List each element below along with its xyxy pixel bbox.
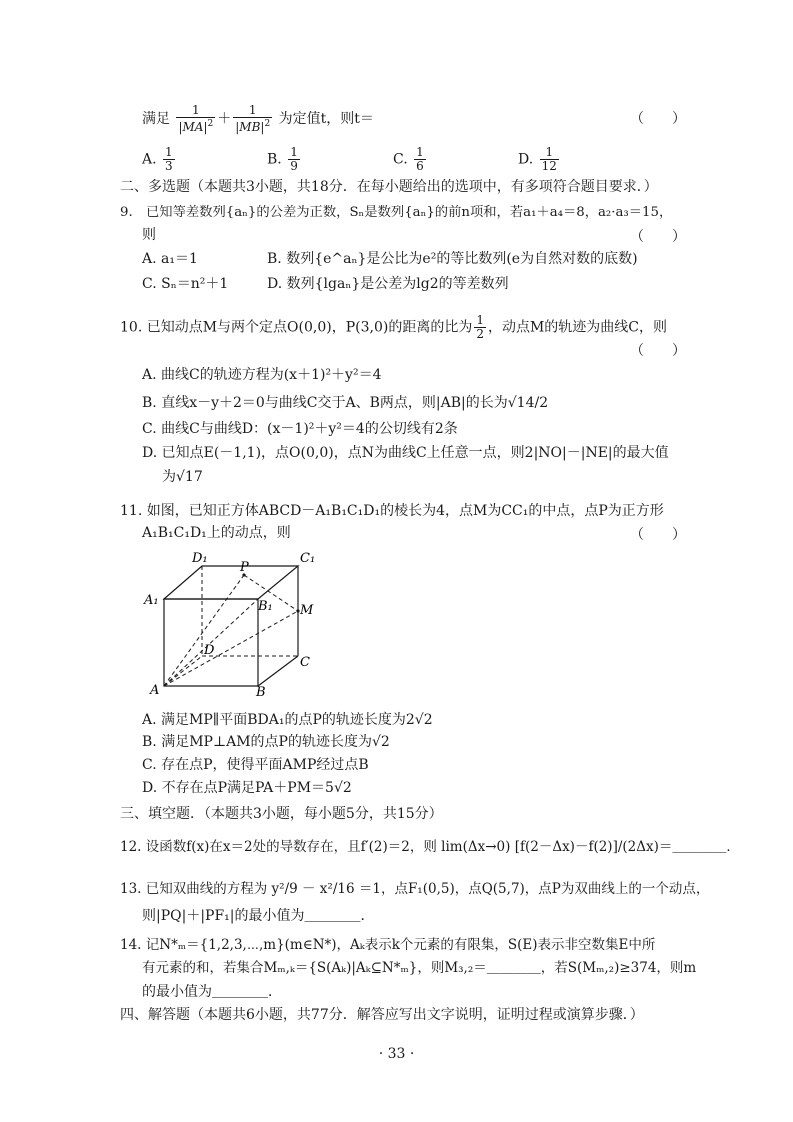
section4-heading: 四、解答题（本题共6小题，共77分．解答应写出文字说明，证明过程或演算步骤．） (120, 1007, 644, 1023)
q10-option-b: B. 直线x－y＋2＝0与曲线C交于A、B两点，则|AB|的长为√14/2 (142, 395, 549, 411)
q11-option-a: A. 满足MP∥平面BDA₁的点P的轨迹长度为2√2 (142, 712, 433, 728)
q8-answer-paren: （ ） (630, 111, 686, 127)
q8-option-b: B. $\frac{1}{9}$ (267, 145, 298, 173)
q11-option-b: B. 满足MP⊥AM的点P的轨迹长度为√2 (142, 734, 390, 750)
q10-answer-paren: （ ） (630, 343, 686, 359)
q10-stem-b: ，动点M的轨迹为曲线C，则 (487, 319, 668, 336)
q11-answer-paren: （ ） (630, 527, 686, 543)
q10-option-c: C. 曲线C与曲线D：(x－1)²＋y²＝4的公切线有2条 (142, 421, 458, 437)
q14-line2: 有元素的和，若集合Mₘ,ₖ＝{S(Aₖ)|Aₖ⊆N*ₘ}，则M₃,₂＝＿＿＿＿，若S(Mₘ,₂)≥374，则m (142, 960, 697, 976)
q9-option-d: D. 数列{lgaₙ}是公差为lg2的等差数列 (267, 276, 509, 292)
q10-ratio-frac (474, 314, 486, 341)
label-c: C (300, 655, 310, 670)
q11-stem2: A₁B₁C₁D₁上的动点，则 (142, 525, 291, 541)
q9-option-c: C. Sₙ＝n²＋1 (142, 276, 229, 292)
q8-suffix: 为定值t，则t＝ (278, 111, 374, 127)
line-am (164, 611, 298, 686)
q8-option-a: A. $\frac{1}{3}$ (142, 145, 173, 173)
q11-option-c: C. 存在点P，使得平面AMP经过点B (142, 757, 369, 773)
q8-prefix: 满足 (142, 111, 170, 127)
q10-option-a: A. 曲线C的轨迹方程为(x＋1)²＋y²＝4 (142, 367, 382, 383)
cube-figure (140, 548, 330, 698)
label-d: D (204, 643, 215, 658)
cube-edge-bc (258, 656, 298, 686)
q9-option-a: A. a₁＝1 (142, 251, 198, 267)
q9-answer-paren: （ ） (630, 229, 686, 245)
q11-stem: 11. 如图，已知正方体ABCD－A₁B₁C₁D₁的棱长为4，点M为CC₁的中点，点P为正方形 (120, 503, 664, 519)
q10-frac-n: 1 (476, 313, 484, 327)
q14-line1: 14. 记N*ₘ＝{1,2,3,⋯,m}(m∈N*)，Aₖ表示k个元素的有限集，S(E)表示非空数集E中所 (120, 937, 656, 953)
label-b1: B₁ (258, 599, 273, 614)
q9-stem: 9. 已知等差数列{aₙ}的公差为正数，Sₙ是数列{aₙ}的前n项和，若a₁＋a₄＝8，a₂·a₃＝15， (120, 205, 673, 220)
q10-option-d-line2: 为√17 (162, 469, 203, 485)
page-number: · 33 · (378, 1046, 415, 1062)
q12-text: 12. 设函数f(x)在x＝2处的导数存在，且f′(2)＝2，则 lim(Δx→0) [f(2－Δx)－f(2)]/(2Δx)＝＿＿＿＿． (120, 839, 740, 855)
q13-line1: 13. 已知双曲线的方程为 y²/9 － x²/16 ＝1，点F₁(0,5)，点Q(5,7)，点P为双曲线上的一个动点， (120, 881, 710, 897)
cube-top-face (164, 566, 298, 599)
q14-line3: 的最小值为＿＿＿＿． (142, 984, 282, 1000)
q9-stem2: 则 (142, 227, 156, 243)
q8-stem: 满足 $\frac{1}{|MA|^2}$ ＋ $\frac{1}{|MB|^2}$ 为定值t，则t＝ (142, 103, 374, 134)
label-m: M (300, 603, 314, 618)
cube-hidden-ad (164, 656, 202, 686)
q10-frac-d: 2 (476, 327, 484, 341)
label-d1: D₁ (192, 551, 208, 566)
label-a1: A₁ (144, 593, 159, 608)
q8-frac2: $\frac{1}{|MB|^2}$ (235, 103, 271, 134)
label-c1: C₁ (300, 551, 316, 566)
q11-option-d: D. 不存在点P满足PA＋PM＝5√2 (142, 780, 352, 796)
q10-stem-a: 10. 已知动点M与两个定点O(0,0)，P(3,0)的距离的比为 (120, 319, 473, 336)
label-p: P (240, 560, 249, 575)
label-a: A (150, 683, 160, 698)
q8-frac1: $\frac{1}{|MA|^2}$ (178, 103, 214, 134)
section3-heading: 三、填空题．（本题共3小题，每小题5分，共15分） (120, 806, 443, 822)
q8-option-d: D. $\frac{1}{12}$ (518, 145, 557, 173)
line-ap (164, 575, 244, 686)
section2-heading: 二、多选题（本题共3小题，共18分．在每小题给出的选项中，有多项符合题目要求．） (120, 179, 658, 195)
q10-option-d: D. 已知点E(－1,1)，点O(0,0)，点N为曲线C上任意一点，则2|NO|－|NE|的最大值 (142, 445, 669, 461)
label-b: B (256, 685, 266, 698)
q13-line2: 则|PQ|＋|PF₁|的最小值为＿＿＿＿． (142, 908, 375, 924)
q9-option-b: B. 数列{e^aₙ}是公比为e²的等比数列(e为自然对数的底数) (267, 251, 638, 267)
q10-stem (120, 314, 667, 341)
q8-option-c: C. $\frac{1}{6}$ (393, 145, 424, 173)
